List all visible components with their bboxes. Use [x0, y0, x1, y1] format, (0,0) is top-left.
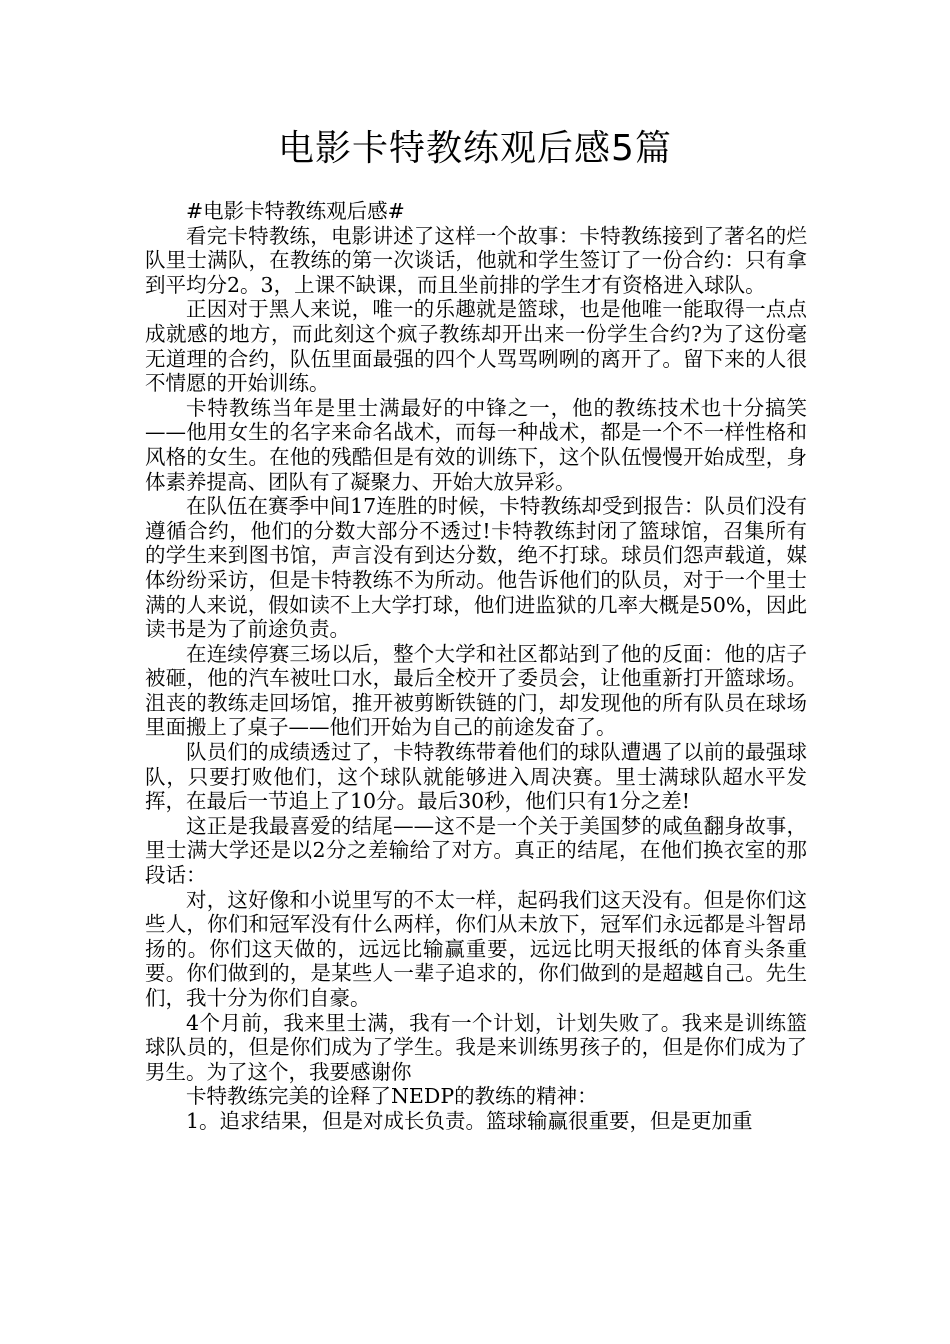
paragraph: 看完卡特教练，电影讲述了这样一个故事：卡特教练接到了著名的烂队里士满队，在教练的第一次谈话，他就和学生签订了一份合约：只有拿到平均分2。3，上课不缺课，而且坐前排的学生才有资格进入球队。: [145, 223, 807, 297]
paragraph: 在队伍在赛季中间17连胜的时候，卡特教练却受到报告：队员们没有遵循合约，他们的分数大部分不透过!卡特教练封闭了篮球馆，召集所有的学生来到图书馆，声言没有到达分数，绝不打球。球员们怨声载道，媒体纷纷采访，但是卡特教练不为所动。他告诉他们的队员，对于一个里士满的人来说，假如读不上大学打球，他们进监狱的几率大概是50%，因此读书是为了前途负责。: [145, 494, 807, 642]
paragraph: 正因对于黑人来说，唯一的乐趣就是篮球，也是他唯一能取得一点点成就感的地方，而此刻这个疯子教练却开出来一份学生合约?为了这份毫无道理的合约，队伍里面最强的四个人骂骂咧咧的离开了。留下来的人很不情愿的开始训练。: [145, 297, 807, 396]
paragraph: 卡特教练完美的诠释了NEDP的教练的精神：: [186, 1084, 598, 1109]
paragraph-hashtag: #电影卡特教练观后感#: [186, 199, 405, 223]
paragraph: 队员们的成绩透过了，卡特教练带着他们的球队遭遇了以前的最强球队，只要打败他们，这个球队就能够进入周决赛。里士满球队超水平发挥，在最后一节追上了10分。最后30秒，他们只有1分之差!: [145, 740, 807, 814]
paragraph: 这正是我最喜爱的结尾——这不是一个关于美国梦的咸鱼翻身故事，里士满大学还是以2分之差输给了对方。真正的结尾，在他们换衣室的那段话：: [145, 813, 807, 888]
paragraph: 4个月前，我来里士满，我有一个计划，计划失败了。我来是训练篮球队员的，但是你们成为了学生。我是来训练男孩子的，但是你们成为了男生。为了这个，我要感谢你: [145, 1010, 807, 1084]
document-title: 电影卡特教练观后感5篇: [278, 128, 672, 169]
paragraph: 1。追求结果，但是对成长负责。篮球输赢很重要，但是更加重: [186, 1108, 753, 1133]
document-body: [145, 199, 807, 1134]
paragraph: 对，这好像和小说里写的不太一样，起码我们这天没有。但是你们这些人，你们和冠军没有什么两样，你们从未放下，冠军们永远都是斗智昂扬的。你们这天做的，远远比输赢重要，远远比明天报纸的体育头条重要。你们做到的，是某些人一辈子追求的，你们做到的是超越自己。先生们，我十分为你们自豪。: [145, 887, 807, 1010]
paragraph: 卡特教练当年是里士满最好的中锋之一，他的教练技术也十分搞笑——他用女生的名字来命名战术，而每一种战术，都是一个不一样性格和风格的女生。在他的残酷但是有效的训练下，这个队伍慢慢开始成型，身体素养提高、团队有了凝聚力、开始大放异彩。: [145, 395, 807, 494]
paragraph: 在连续停赛三场以后，整个大学和社区都站到了他的反面：他的店子被砸，他的汽车被吐口水，最后全校开了委员会，让他重新打开篮球场。沮丧的教练走回场馆，推开被剪断铁链的门，却发现他的所有队员在球场里面搬上了桌子——他们开始为自己的前途发奋了。: [145, 641, 807, 740]
